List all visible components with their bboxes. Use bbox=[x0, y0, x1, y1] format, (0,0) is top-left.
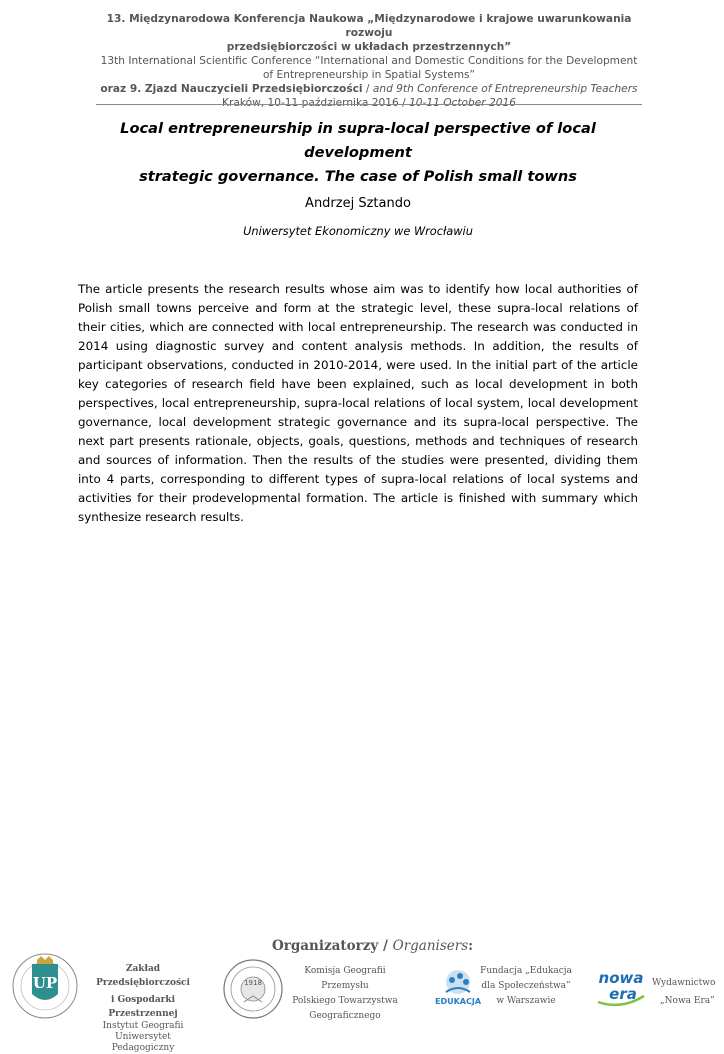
org2-line-1: Komisja Geografii Przemysłu bbox=[304, 966, 386, 991]
org3-caption bbox=[480, 964, 572, 1009]
header-line-4: of Entrepreneurship in Spatial Systems” bbox=[262, 69, 476, 81]
author-name: Andrzej Sztando bbox=[305, 196, 411, 211]
org1-caption bbox=[84, 962, 202, 1054]
org4-line-1: Wydawnictwo bbox=[652, 978, 716, 988]
conference-header bbox=[96, 12, 642, 110]
org2-line-2: Polskiego Towarzystwa bbox=[292, 996, 398, 1006]
up-logo-icon bbox=[4, 950, 86, 1020]
organisers-label-pl: Organizatorzy bbox=[272, 938, 379, 954]
ptg-seal-year: 1918 bbox=[244, 979, 262, 987]
header-separator: / bbox=[362, 83, 373, 95]
org4-caption bbox=[652, 974, 724, 1010]
org3-line-2: dla Społeczeństwa” bbox=[481, 981, 571, 991]
header-line-3: 13th International Scientific Conference “International and Domestic Conditions for the Development bbox=[100, 55, 638, 67]
org4-line-2: „Nowa Era” bbox=[660, 996, 715, 1006]
abstract-text: The article presents the research results whose aim was to identify how local authorities of Polish small towns perceive and form at the strategic level, these supra-local relations of their cities, which are connected with local entrepreneurship. The research was conducted in 2014 using diagnostic survey and content analysis methods. In addition, the results of participant observations, conducted in 2010-2014, were used. In the initial part of the article key categories of research field have been explained, such as local development in both perspectives, local entrepreneurship, supra-local relations of local system, local development governance, local development strategic governance and its supra-local perspective. The next part presents rationale, objects, goals, questions, methods and techniques of research and sources of information. Then the results of the studies were presented, dividing them into 4 parts, corresponding to different types of supra-local relations of local systems and activities for their prodevelopmental formation. The article is finished with summary which synthesize research results. bbox=[78, 282, 638, 524]
header-line-5-italic: and 9th Conference of Entrepreneurship Teachers bbox=[372, 83, 638, 95]
header-line-5-bold: oraz 9. Zjazd Nauczycieli Przedsiębiorczości bbox=[100, 83, 363, 95]
header-line-5 bbox=[96, 82, 642, 96]
organisers-separator: / bbox=[378, 938, 393, 954]
title-line-2: strategic governance. The case of Polish small towns bbox=[139, 168, 577, 185]
header-date-en: 10-11 October 2016 bbox=[409, 97, 516, 109]
author-affiliation: Uniwersytet Ekonomiczny we Wrocławiu bbox=[243, 224, 473, 238]
org2-caption bbox=[282, 964, 408, 1024]
header-divider bbox=[96, 104, 642, 105]
edukacja-logo-icon bbox=[430, 966, 486, 1012]
header-line-6 bbox=[96, 96, 642, 110]
paper-title bbox=[78, 117, 638, 189]
up-logo-crown bbox=[37, 956, 53, 964]
edukacja-logo-text: EDUKACJA bbox=[434, 997, 482, 1006]
org1-line-3: Instytut Geografii bbox=[102, 1021, 184, 1031]
up-logo-letters: UP bbox=[32, 974, 58, 992]
org1-line-1: Zakład Przedsiębiorczości bbox=[96, 964, 190, 988]
header-line-2: przedsiębiorczości w układach przestrzennych” bbox=[226, 41, 512, 53]
nowa-era-logo-word-2: era bbox=[609, 985, 637, 1003]
organisers-colon: : bbox=[468, 938, 474, 954]
title-line-1: Local entrepreneurship in supra-local perspective of local development bbox=[120, 120, 596, 161]
nowa-era-logo-word-1: nowa bbox=[598, 969, 644, 987]
nowa-era-logo-icon bbox=[594, 966, 648, 1008]
org1-line-4: Uniwersytet Pedagogiczny bbox=[111, 1032, 175, 1053]
organisers-label-en: Organisers bbox=[392, 938, 469, 954]
header-date-pl: Kraków, 10-11 października 2016 bbox=[222, 97, 399, 109]
org3-line-1: Fundacja „Edukacja bbox=[480, 966, 572, 976]
header-line-1: 13. Międzynarodowa Konferencja Naukowa „Międzynarodowe i krajowe uwarunkowania rozwoju bbox=[106, 13, 632, 39]
org3-line-3: w Warszawie bbox=[496, 996, 556, 1006]
org2-line-3: Geograficznego bbox=[309, 1011, 381, 1021]
header-separator: / bbox=[398, 97, 410, 109]
ptg-seal-icon bbox=[222, 958, 284, 1020]
org1-line-2: i Gospodarki Przestrzennej bbox=[108, 995, 178, 1019]
organisers-heading bbox=[272, 938, 473, 954]
